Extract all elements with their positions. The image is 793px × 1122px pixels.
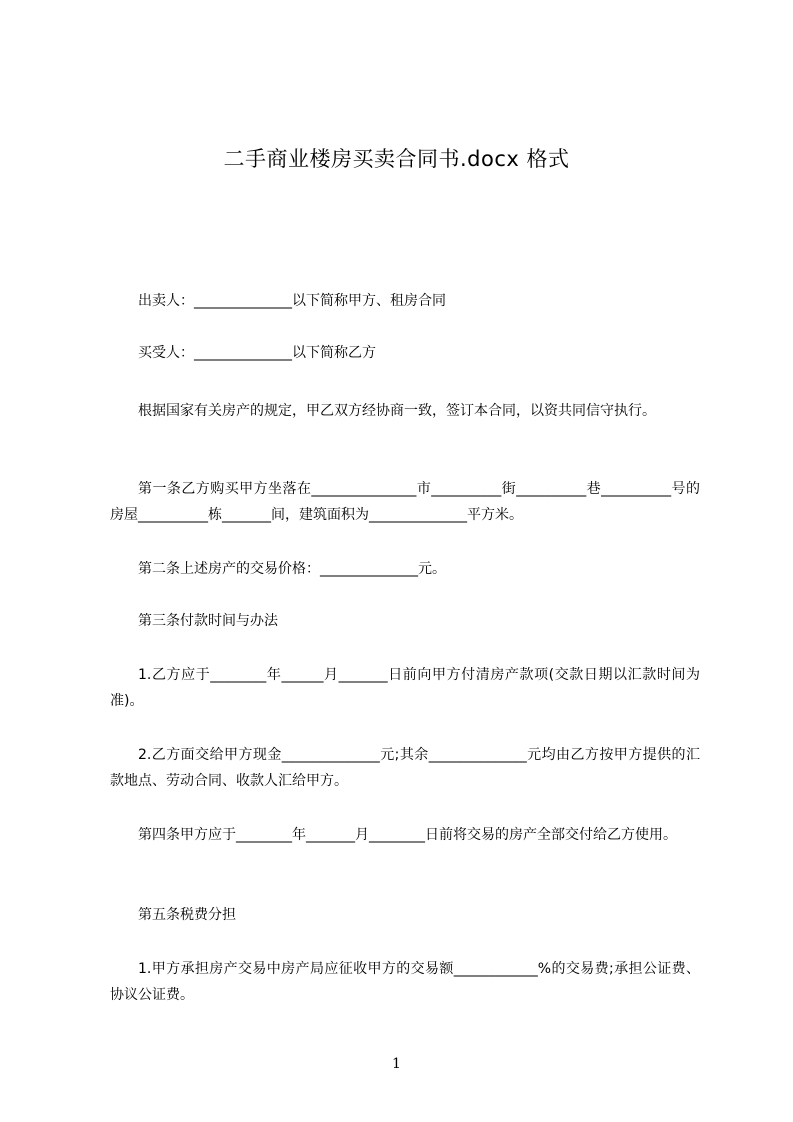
paragraph-preamble: 根据国家有关房产的规定，甲乙双方经协商一致，签订本合同，以资共同信守执行。 xyxy=(138,403,656,419)
paragraph-article-3-heading: 第三条付款时间与办法 xyxy=(138,613,278,629)
paragraph-article-3-item-2: 2.乙方面交给甲方现金______________元;其余______________元均由乙方按甲方提供的汇款地点、劳动合同、收款人汇给甲方。 xyxy=(110,747,700,789)
paragraph-article-3-item-1: 1.乙方应于________年______月_______日前向甲方付清房产款项(交款日期以汇款时间为准)。 xyxy=(110,667,700,709)
page-number: 1 xyxy=(392,1056,401,1072)
paragraph-article-1: 第一条乙方购买甲方坐落在_______________市__________街__________巷__________号的房屋__________栋_______间，建筑面积为______________平方米。 xyxy=(110,481,700,523)
paragraph-article-4: 第四条甲方应于________年_______月________日前将交易的房产全部交付给乙方使用。 xyxy=(138,827,677,843)
paragraph-article-2: 第二条上述房产的交易价格：______________元。 xyxy=(138,561,446,577)
document-title: 二手商业楼房买卖合同书.docx 格式 xyxy=(223,147,570,171)
paragraph-buyer: 买受人：______________以下简称乙方 xyxy=(138,345,376,361)
paragraph-article-5-heading: 第五条税费分担 xyxy=(138,907,236,923)
paragraph-article-5-item-1: 1.甲方承担房产交易中房产局应征收甲方的交易额____________%的交易费;承担公证费、协议公证费。 xyxy=(110,961,700,1003)
paragraph-seller: 出卖人：______________以下简称甲方、租房合同 xyxy=(138,293,446,309)
